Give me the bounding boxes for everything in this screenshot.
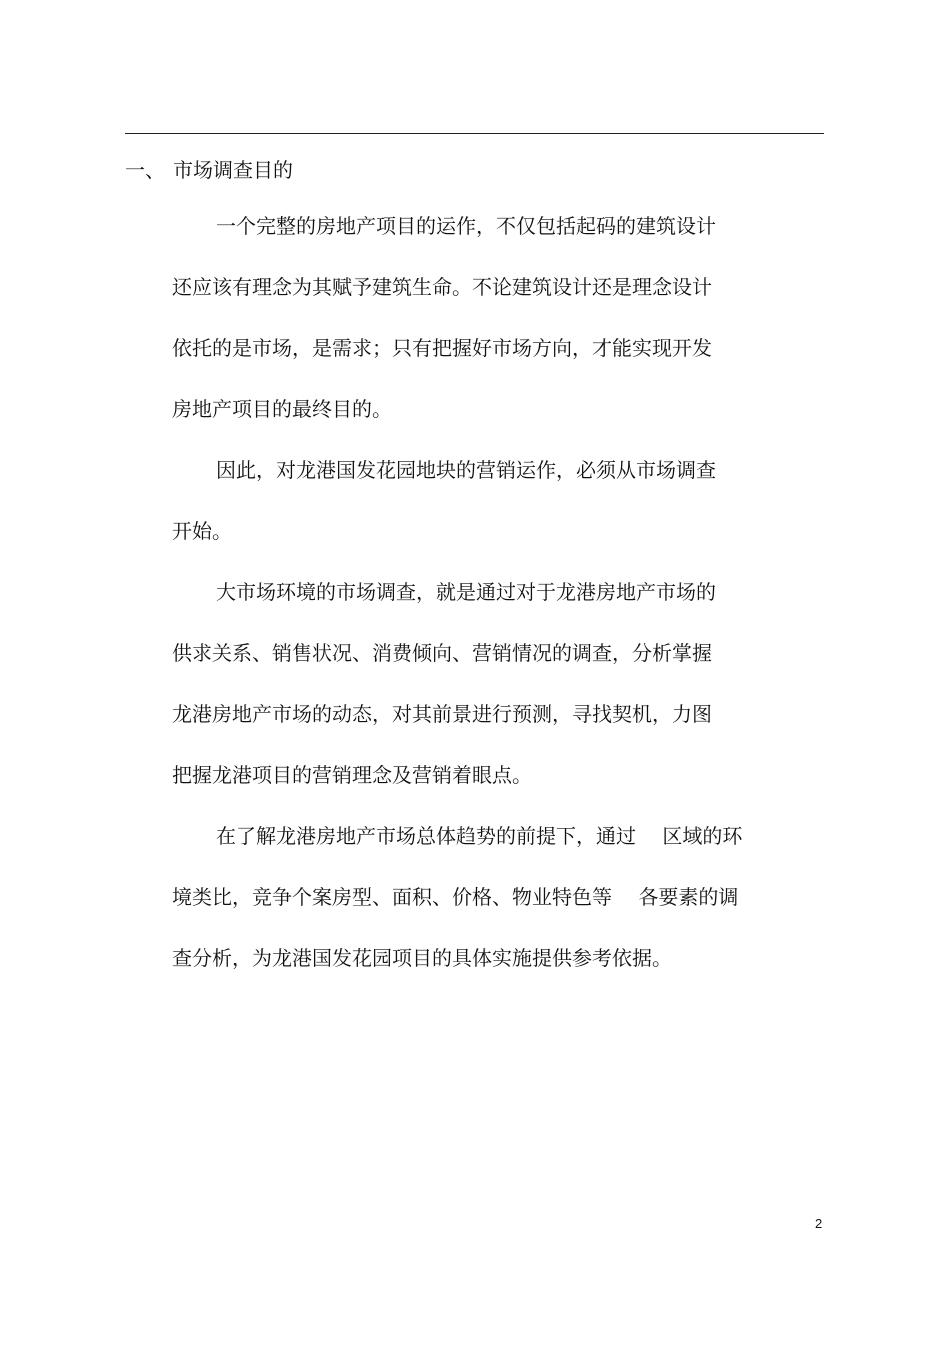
paragraph-3-line-1: 大市场环境的市场调查，就是通过对于龙港房地产市场的	[216, 580, 716, 604]
paragraph-1-line-1: 一个完整的房地产项目的运作，不仅包括起码的建筑设计	[216, 214, 716, 238]
paragraph-2-line-2: 开始。	[172, 519, 232, 543]
page-number: 2	[815, 1216, 823, 1231]
paragraph-3-line-3: 龙港房地产市场的动态，对其前景进行预测，寻找契机，力图	[172, 702, 712, 726]
paragraph-1-line-4: 房地产项目的最终目的。	[172, 397, 392, 421]
paragraph-3-line-4: 把握龙港项目的营销理念及营销着眼点。	[172, 763, 532, 787]
paragraph-4-line-1: 在了解龙港房地产市场总体趋势的前提下，通过 区域的环	[216, 824, 743, 848]
paragraph-1-line-2: 还应该有理念为其赋予建筑生命。不论建筑设计还是理念设计	[172, 275, 712, 299]
section-number: 一、	[125, 158, 165, 182]
paragraph-1-line-3: 依托的是市场，是需求；只有把握好市场方向，才能实现开发	[172, 336, 712, 360]
paragraph-2-line-1: 因此，对龙港国发花园地块的营销运作，必须从市场调查	[216, 458, 716, 482]
paragraph-4-line-2: 境类比，竞争个案房型、面积、价格、物业特色等 各要素的调	[172, 885, 739, 909]
section-heading	[125, 156, 293, 184]
paragraph-4-line-3: 查分析，为龙港国发花园项目的具体实施提供参考依据。	[172, 946, 672, 970]
section-title: 市场调查目的	[173, 158, 293, 182]
paragraph-3-line-2: 供求关系、销售状况、消费倾向、营销情况的调查，分析掌握	[172, 641, 712, 665]
header-rule	[125, 133, 824, 134]
